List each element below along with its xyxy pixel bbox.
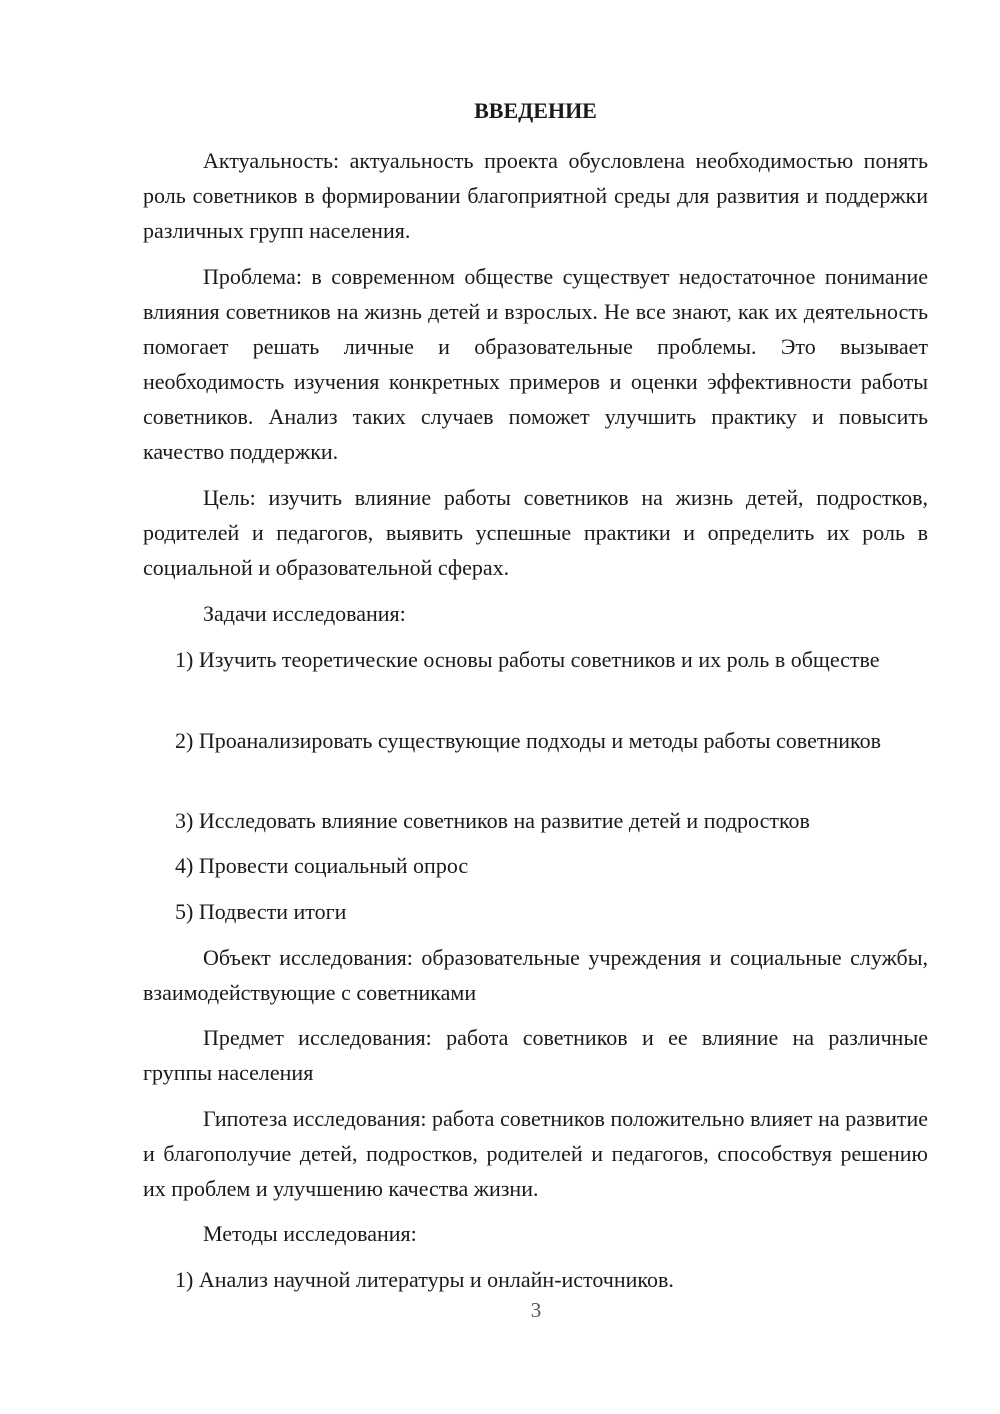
- task-item-1: 1) Изучить теоретические основы работы советников и их роль в обществе: [175, 647, 880, 672]
- paragraph-object: Объект исследования: образовательные учреждения и социальные службы, взаимодействующие с советниками: [143, 945, 928, 1005]
- paragraph-goal: Цель: изучить влияние работы советников на жизнь детей, подростков, родителей и педагогов, выявить успешные практики и определить их роль в социальной и образовательной сферах.: [143, 485, 928, 580]
- task-item-5: 5) Подвести итоги: [175, 899, 347, 924]
- section-title: ВВЕДЕНИЕ: [474, 98, 597, 123]
- task-item-4: 4) Провести социальный опрос: [175, 853, 469, 878]
- paragraph-hypothesis: Гипотеза исследования: работа советников положительно влияет на развитие и благополучие детей, подростков, родителей и педагогов, способствуя решению их проблем и улучшению качества жизни.: [143, 1106, 928, 1201]
- task-item-2: 2) Проанализировать существующие подходы и методы работы советников: [175, 728, 881, 753]
- tasks-heading: Задачи исследования:: [203, 601, 406, 626]
- methods-heading: Методы исследования:: [203, 1221, 417, 1246]
- page-number: 3: [530, 1298, 542, 1322]
- paragraph-problem: Проблема: в современном обществе существует недостаточное понимание влияния советников на жизнь детей и взрослых. Не все знают, как их деятельность помогает решать личные и образовательные проблемы. Это вызывает необходимость изучения конкретных примеров и оценки эффективности работы советников. Анализ таких случаев поможет улучшить практику и повысить качество поддержки.: [143, 264, 928, 464]
- paragraph-subject: Предмет исследования: работа советников и ее влияние на различные группы населения: [143, 1025, 928, 1085]
- paragraph-relevance: Актуальность: актуальность проекта обусловлена необходимостью понять роль советников в формировании благоприятной среды для развития и поддержки различных групп населения.: [143, 148, 928, 243]
- method-item-1: 1) Анализ научной литературы и онлайн-источников.: [175, 1267, 674, 1292]
- task-item-3: 3) Исследовать влияние советников на развитие детей и подростков: [175, 808, 810, 833]
